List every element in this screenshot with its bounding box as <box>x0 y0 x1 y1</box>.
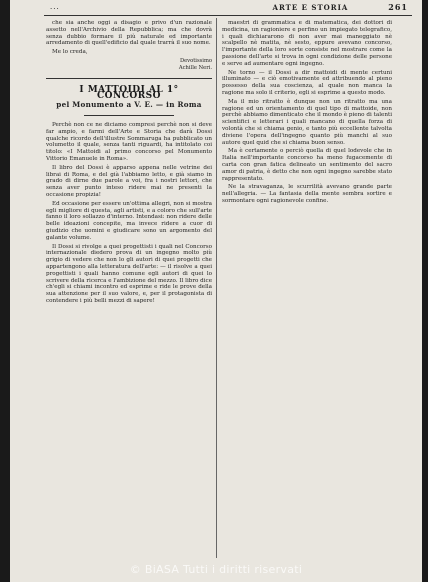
article-paragraph: Perchè non ce ne diciamo compresi perchè non si deve far ampio, e farmi dell'Arte e Storia che darà Dossi qualche ricordo dell'illustre Sommaruga ha pubblicato un volumetto il quale, senza tanti riguardi, ha intitolato coi titolo: «I Mattoidi al primo concorso pel Monumento Vittorio Emanuele in Roma». <box>46 121 212 162</box>
intro-closing: Me lo creda, <box>52 49 88 56</box>
right-paragraph: maestri di grammatica e di matematica, dei dottori di medicina, un ragioniere e perfino un impiegato telegrafico, i quali dichiararono di non aver mai maneggiato nè scalpello nè matita, nè sesto, eppure avevano concorso, l'importante della loro sorte consiste nel mostrare come la passione dell'arte si trova in ogni condizione delle persone e serve ad aumentare ogni ingegno. <box>222 20 392 67</box>
article-body <box>46 122 212 305</box>
signature-name: Achille Neri. <box>178 64 212 71</box>
running-head <box>10 0 422 14</box>
subtitle-rule <box>84 115 174 116</box>
article-paragraph: Il Dossi si rivolge a quei progettisti i quali nel Concorso internazionale diedero prova di un ingegno molto più grigio di vedere che non lo gli autori di quei progetti che appartengono alla letteratura dell'arte: — il risolve a quei progettisti i quali hanno comune egli autori di quei lo scrivere della ricerca e l'ambizione del mezzo. Il libro dice ch'egli si chiami incontro ed esprime e ride le prove della sua attenzione per il suo valore, e, per il protagonista di contendere i più belli mezzi di sapere! <box>46 243 212 304</box>
page-number: 261 <box>388 2 408 12</box>
watermark-text: © BiASA Tutti i diritti riservati <box>129 563 303 576</box>
right-column <box>222 20 392 207</box>
article-title: I MATTOIDI AL 1° CONCORSO <box>79 84 179 102</box>
article-paragraph: Ed occasione per essere un'ottima allegri, non si mostra egli migliore di questa, agli artisti, e a coloro che sull'arte fanno il loro sollazzo d'interno. Intendasi: non ridere delle belle ideazioni concepite, ma invece ridere a cuor di giudizio che uomini e giudicare sono un argomento del galante volume. <box>46 200 212 241</box>
header-rule <box>44 15 412 16</box>
column-divider <box>216 18 217 558</box>
running-head-fragment: ... <box>50 3 60 11</box>
right-paragraph: Ma è certamente o perciò quella di quel lodevole che in Italia nell'importante concorso ha meno fugacemente di carta con gran fatica delineato un sentimento del sacro amor di patria, è detto che non ogni ingegno sarebbe stato rappresentato. <box>222 148 392 182</box>
right-paragraph: Ma il mio ritratto è dunque non un ritratto ma una ragione ed un orientamento di quel tipo di mattoide, non perchè abbiamo dimenticato che il mondo è pieno di talenti scientifici e letterari i quali mancano di quella forza di volontà che si chiama genio, e tanto più eccellente talvolta diviene l'opera dell'ingegno quanto più manchi al suo autore quel quid che si chiama buon senso. <box>222 98 392 146</box>
section-divider <box>46 78 212 79</box>
article-paragraph: Il libro del Dossi è apparso appena nelle vetrine dei librai di Roma, e del già l'abbiamo letto, e già siamo in grado di dirne due parole a voi, fra i nostri lettori, che senza aver punto inteso ridere mai ne presenti la occasione propizia! <box>46 164 212 198</box>
signature <box>46 58 212 72</box>
signature-label: Devotissimo <box>179 57 212 64</box>
scanned-page <box>10 0 422 582</box>
intro-paragraph: che sia anche oggi a disagio e privo d'un razionale assetto nell'Archivio della Repubblica; ma che dovrà senza dubbio formare il più naturale ed importante arredamento di quell'edificio dal quale trarrà il suo nome. <box>46 20 212 47</box>
running-head-title: ARTE E STORIA <box>272 2 349 12</box>
right-closing: Ne la stravaganza, le scurrilità avevano grande parte nell'allegria. — La fantasia della mente sembra sortire e sormontare ogni ragionevole confine. <box>222 184 392 204</box>
article-subtitle: pel Monumento a V. E. — in Roma <box>56 100 202 110</box>
left-column <box>46 20 212 307</box>
right-paragraph: Ne torno — il Dossi a dir mattoidi di mente certuni illuminato — e ciò emotivamente ed attribuendo al pieno possesso della sua coscienza, al quale non manca la ragione ma solo il criterio, egli si esprime a questo modo. <box>222 69 392 96</box>
copyright-watermark <box>10 563 422 576</box>
